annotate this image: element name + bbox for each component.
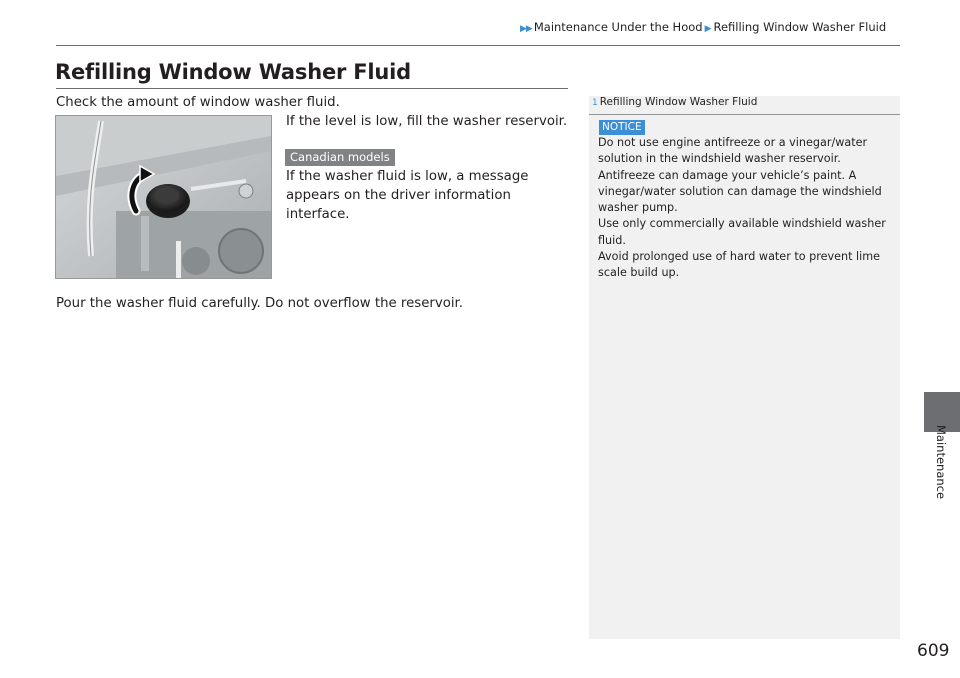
breadcrumb-page: Refilling Window Washer Fluid xyxy=(713,20,887,34)
sidebar-heading-text: Refilling Window Washer Fluid xyxy=(599,96,758,108)
reference-number-icon: 1 xyxy=(592,98,598,108)
pour-caution-text: Pour the washer fluid carefully. Do not overflow the reservoir. xyxy=(56,296,464,311)
sidebar-note xyxy=(589,96,900,639)
header-rule xyxy=(56,45,900,46)
canadian-models-badge: Canadian models xyxy=(285,149,395,166)
title-rule xyxy=(56,88,568,89)
step-fill-reservoir: If the level is low, fill the washer reservoir. xyxy=(286,114,568,129)
sidebar-paragraph: Avoid prolonged use of hard water to prevent lime scale build up. xyxy=(598,250,881,280)
sidebar-paragraph: Use only commercially available windshield washer fluid. xyxy=(598,217,886,247)
notice-badge: NOTICE xyxy=(599,120,645,135)
section-tab-label: Maintenance xyxy=(934,425,948,500)
breadcrumb-section[interactable]: Maintenance Under the Hood xyxy=(533,20,703,34)
arrow-icon: ▶ xyxy=(704,24,712,34)
intro-text: Check the amount of window washer fluid. xyxy=(56,95,340,110)
page-number: 609 xyxy=(917,641,950,661)
page-title: Refilling Window Washer Fluid xyxy=(55,60,411,84)
washer-reservoir-illustration xyxy=(56,116,271,278)
sidebar-paragraph: Antifreeze can damage your vehicle’s paint. A vinegar/water solution can damage the windshield washer pump. xyxy=(598,168,882,215)
double-arrow-icon: ▶▶ xyxy=(520,24,532,34)
step-low-fluid-message: If the washer fluid is low, a message appears on the driver information interface. xyxy=(286,169,529,222)
sidebar-body xyxy=(598,135,888,282)
washer-reservoir-figure xyxy=(55,115,272,279)
sidebar-paragraph: Do not use engine antifreeze or a vinegar/water solution in the windshield washer reservoir. xyxy=(598,136,868,166)
sidebar-heading xyxy=(589,96,900,115)
breadcrumb xyxy=(520,20,920,34)
